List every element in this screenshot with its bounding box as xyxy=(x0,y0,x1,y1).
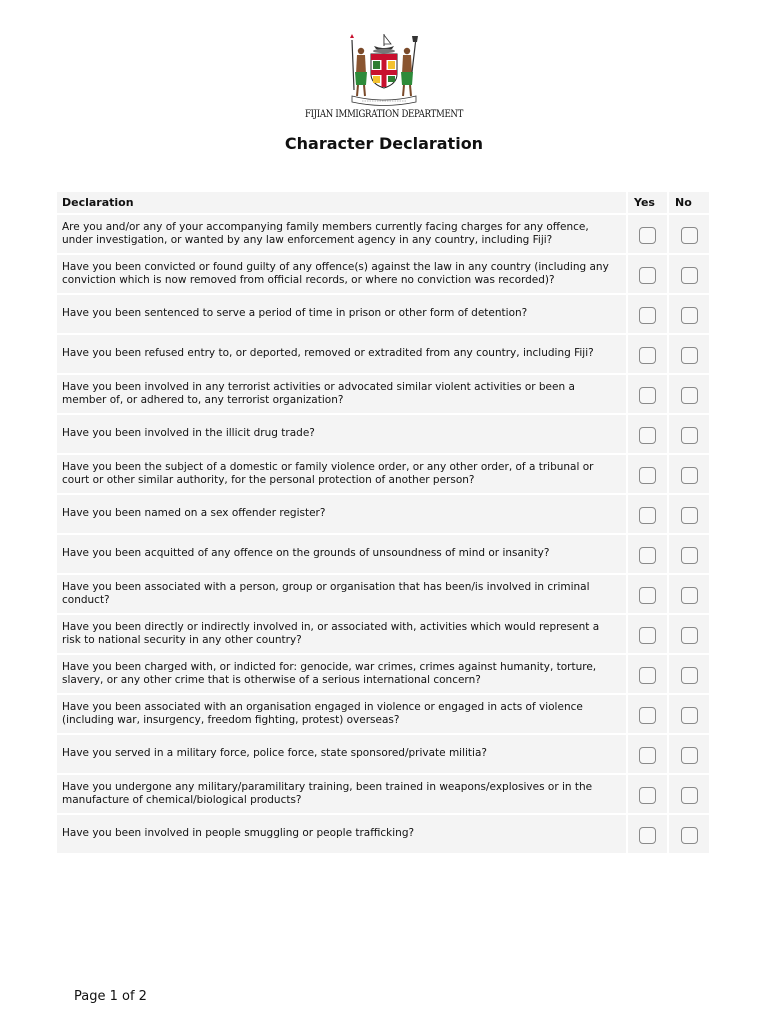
table-row xyxy=(57,375,709,413)
header xyxy=(0,30,768,120)
no-cell xyxy=(669,215,709,253)
yes-checkbox[interactable] xyxy=(639,627,656,644)
no-checkbox[interactable] xyxy=(681,587,698,604)
declaration-question: Have you been named on a sex offender register? xyxy=(57,495,626,533)
yes-cell xyxy=(628,215,667,253)
table-row xyxy=(57,255,709,293)
no-cell xyxy=(669,775,709,813)
declaration-question: Have you been the subject of a domestic or family violence order, or any other order, of a tribunal or court or other similar authority, for the personal protection of another person? xyxy=(57,455,626,493)
declaration-question: Have you been involved in any terrorist activities or advocated similar violent activities or been a member of, or adhered to, any terrorist organization? xyxy=(57,375,626,413)
yes-checkbox[interactable] xyxy=(639,347,656,364)
yes-cell xyxy=(628,695,667,733)
no-cell xyxy=(669,615,709,653)
table-row xyxy=(57,295,709,333)
no-checkbox[interactable] xyxy=(681,467,698,484)
yes-cell xyxy=(628,575,667,613)
no-checkbox[interactable] xyxy=(681,227,698,244)
table-row xyxy=(57,335,709,373)
yes-checkbox[interactable] xyxy=(639,827,656,844)
no-checkbox[interactable] xyxy=(681,267,698,284)
yes-checkbox[interactable] xyxy=(639,667,656,684)
no-checkbox[interactable] xyxy=(681,747,698,764)
no-checkbox[interactable] xyxy=(681,787,698,804)
table-row xyxy=(57,495,709,533)
no-checkbox[interactable] xyxy=(681,707,698,724)
yes-checkbox[interactable] xyxy=(639,427,656,444)
yes-checkbox[interactable] xyxy=(639,507,656,524)
table-row xyxy=(57,575,709,613)
yes-checkbox[interactable] xyxy=(639,267,656,284)
fiji-coat-of-arms-icon xyxy=(344,30,424,108)
page-number: Page 1 of 2 xyxy=(74,989,147,1004)
declaration-question: Are you and/or any of your accompanying family members currently facing charges for any offence, under investigation, or wanted by any law enforcement agency in any country, including Fiji? xyxy=(57,215,626,253)
table-row xyxy=(57,735,709,773)
yes-cell xyxy=(628,735,667,773)
table-row xyxy=(57,615,709,653)
no-cell xyxy=(669,655,709,693)
yes-checkbox[interactable] xyxy=(639,387,656,404)
yes-checkbox[interactable] xyxy=(639,747,656,764)
page-title: Character Declaration xyxy=(284,134,484,153)
no-checkbox[interactable] xyxy=(681,507,698,524)
no-checkbox[interactable] xyxy=(681,347,698,364)
table-row xyxy=(57,415,709,453)
yes-cell xyxy=(628,535,667,573)
no-cell xyxy=(669,815,709,853)
declaration-column-header: Declaration xyxy=(57,192,626,213)
no-cell xyxy=(669,455,709,493)
declaration-question: Have you been charged with, or indicted for: genocide, war crimes, crimes against humanity, torture, slavery, or any other crime that is otherwise of a serious international concern? xyxy=(57,655,626,693)
declaration-question: Have you been involved in the illicit drug trade? xyxy=(57,415,626,453)
yes-cell xyxy=(628,455,667,493)
declaration-question: Have you been directly or indirectly involved in, or associated with, activities which would represent a risk to national security in any other country? xyxy=(57,615,626,653)
no-checkbox[interactable] xyxy=(681,827,698,844)
yes-cell xyxy=(628,655,667,693)
table-row xyxy=(57,775,709,813)
declaration-question: Have you been associated with a person, group or organisation that has been/is involved in criminal conduct? xyxy=(57,575,626,613)
declaration-question: Have you been involved in people smuggling or people trafficking? xyxy=(57,815,626,853)
no-checkbox[interactable] xyxy=(681,307,698,324)
no-cell xyxy=(669,335,709,373)
no-cell xyxy=(669,375,709,413)
no-checkbox[interactable] xyxy=(681,627,698,644)
table-row xyxy=(57,695,709,733)
no-checkbox[interactable] xyxy=(681,667,698,684)
declaration-table xyxy=(55,190,711,855)
declaration-question: Have you been refused entry to, or deported, removed or extradited from any country, including Fiji? xyxy=(57,335,626,373)
table-row xyxy=(57,215,709,253)
no-cell xyxy=(669,575,709,613)
no-cell xyxy=(669,695,709,733)
no-cell xyxy=(669,255,709,293)
declaration-question: Have you served in a military force, police force, state sponsored/private militia? xyxy=(57,735,626,773)
department-name: FIJIAN IMMIGRATION DEPARTMENT xyxy=(304,108,464,120)
yes-cell xyxy=(628,615,667,653)
yes-cell xyxy=(628,375,667,413)
yes-checkbox[interactable] xyxy=(639,707,656,724)
yes-cell xyxy=(628,775,667,813)
yes-cell xyxy=(628,815,667,853)
no-cell xyxy=(669,415,709,453)
declaration-question: Have you been acquitted of any offence on the grounds of unsoundness of mind or insanity? xyxy=(57,535,626,573)
yes-checkbox[interactable] xyxy=(639,227,656,244)
no-cell xyxy=(669,295,709,333)
table-row xyxy=(57,455,709,493)
no-cell xyxy=(669,495,709,533)
table-row xyxy=(57,815,709,853)
yes-checkbox[interactable] xyxy=(639,467,656,484)
yes-checkbox[interactable] xyxy=(639,787,656,804)
yes-checkbox[interactable] xyxy=(639,547,656,564)
yes-cell xyxy=(628,415,667,453)
declaration-question: Have you been associated with an organisation engaged in violence or engaged in acts of violence (including war, insurgency, freedom fighting, protest) overseas? xyxy=(57,695,626,733)
table-header-row xyxy=(57,192,709,213)
declaration-question: Have you undergone any military/paramilitary training, been trained in weapons/explosives or in the manufacture of chemical/biological products? xyxy=(57,775,626,813)
no-column-header: No xyxy=(669,192,709,213)
yes-cell xyxy=(628,255,667,293)
yes-checkbox[interactable] xyxy=(639,307,656,324)
table-row xyxy=(57,535,709,573)
yes-cell xyxy=(628,295,667,333)
yes-column-header: Yes xyxy=(628,192,667,213)
declaration-question: Have you been sentenced to serve a period of time in prison or other form of detention? xyxy=(57,295,626,333)
no-checkbox[interactable] xyxy=(681,427,698,444)
no-checkbox[interactable] xyxy=(681,387,698,404)
declaration-question: Have you been convicted or found guilty of any offence(s) against the law in any country (including any conviction which is now removed from official records, or where no conviction was recorded)? xyxy=(57,255,626,293)
yes-checkbox[interactable] xyxy=(639,587,656,604)
no-cell xyxy=(669,535,709,573)
table-row xyxy=(57,655,709,693)
yes-cell xyxy=(628,335,667,373)
no-cell xyxy=(669,735,709,773)
yes-cell xyxy=(628,495,667,533)
no-checkbox[interactable] xyxy=(681,547,698,564)
